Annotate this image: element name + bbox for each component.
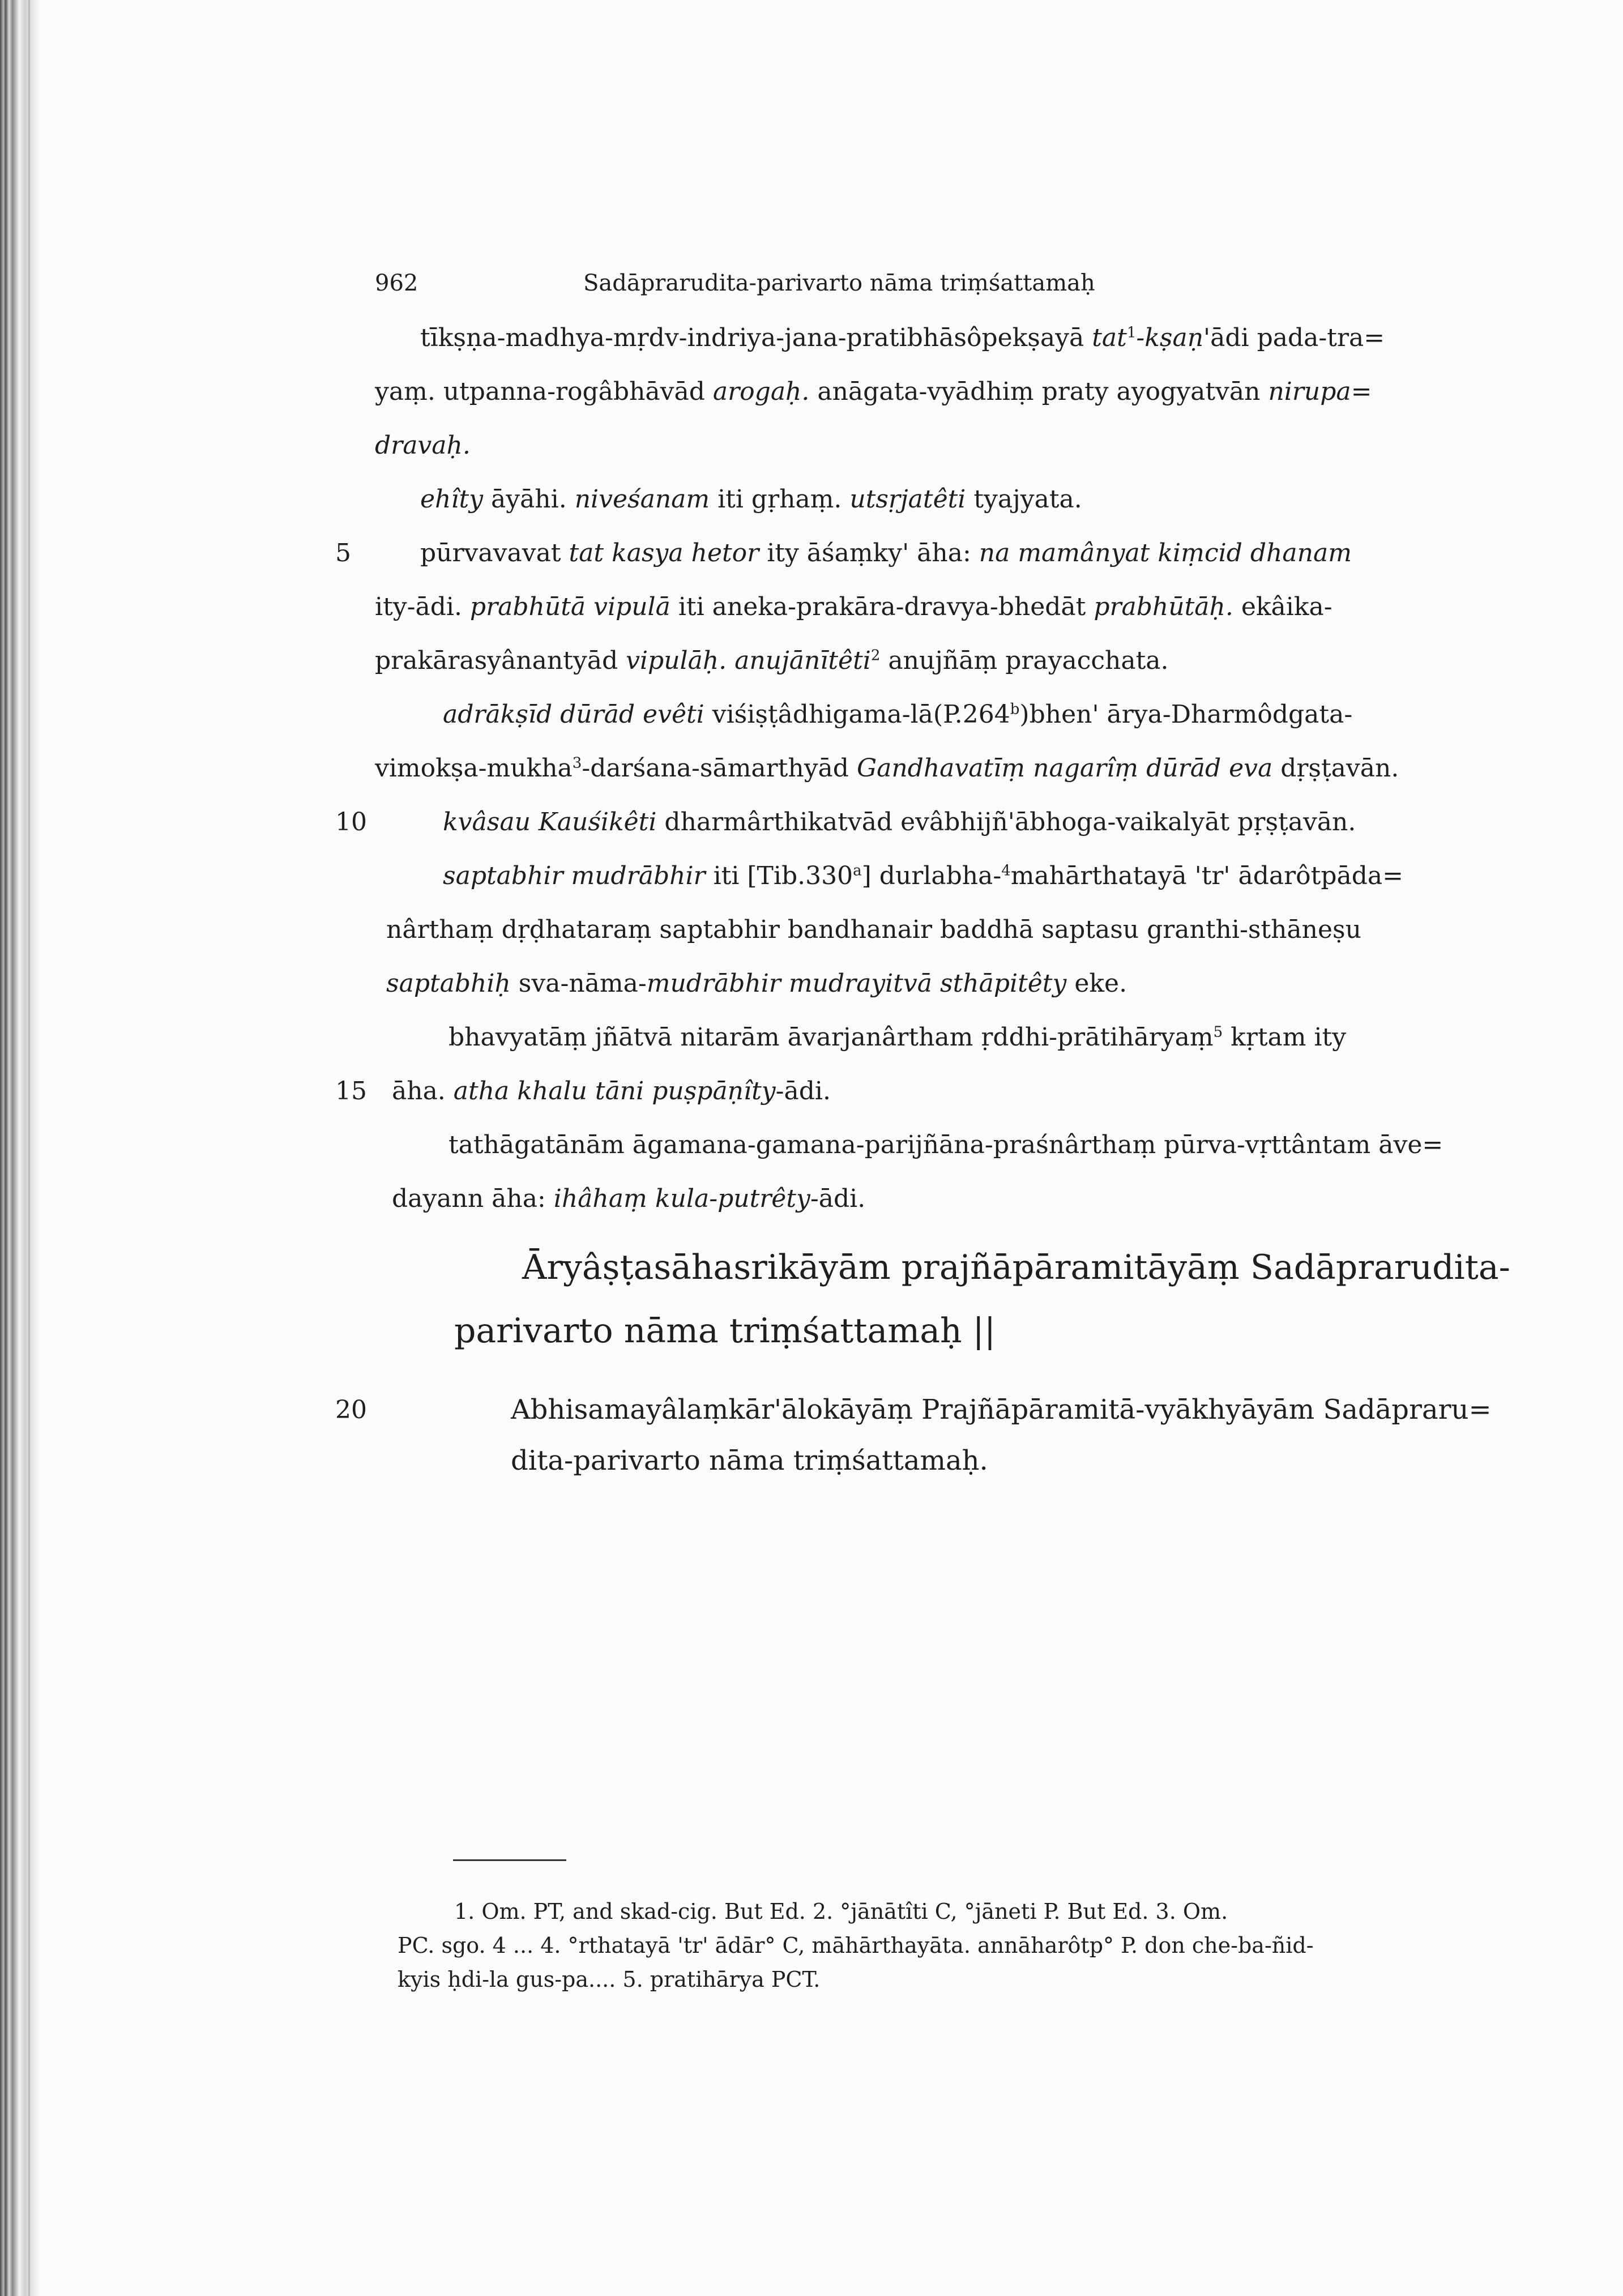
text-line-9: vimokṣa-mukha$^3$-darśana-sāmarthyād Gandhavatīṃ nagarîṃ dūrād eva dṛṣṭavān. (375, 754, 1399, 783)
text-line-14: bhavyatāṃ jñātvā nitarām āvarjanârtham ṛddhi-prātihāryaṃ$^5$ kṛtam ity (449, 1023, 1347, 1052)
running-title: Sadāprarudita-parivarto nāma triṃśattamaḥ (583, 270, 1095, 296)
line-number-10: 10 (335, 808, 367, 837)
text-line-6: ity-ādi. prabhūtā vipulā iti aneka-prakāra-dravya-bhedāt prabhūtāḥ. ekâika- (375, 592, 1332, 621)
footnote-line-3: kyis ḥdi-la gus-pa.... 5. pratihārya PCT. (398, 1967, 821, 1992)
text-line-17: dayann āha: ihâhaṃ kula-putrêty-ādi. (392, 1184, 866, 1213)
footnote-line-2: PC. sgo. 4 ... 4. °rthatayā 'tr' ādār° C, māhārthayāta. annāharôtp° P. don che-ba-ñid- (398, 1933, 1314, 1958)
text-line-7: prakārasyânantyād vipulāḥ. anujānītêti$^2$ anujñāṃ prayacchata. (375, 646, 1169, 675)
colophon-line-3: Abhisamayâlaṃkār'ālokāyāṃ Prajñāpāramitā-vyākhyāyām Sadāpraru= (511, 1394, 1492, 1426)
page-number: 962 (375, 270, 418, 296)
text-line-11: saptabhir mudrābhir iti [Tib.330$^a$] durlabha-$^4$mahārthatayā 'tr' ādarôtpāda= (443, 861, 1403, 890)
footnote-line-1: 1. Om. PT, and skad-cig. But Ed. 2. °jānātîti C, °jāneti P. But Ed. 3. Om. (454, 1899, 1228, 1924)
line-number-5: 5 (335, 539, 351, 567)
text-line-5: pūrvavavat tat kasya hetor ity āśaṃky' āha: na mamânyat kiṃcid dhanam (420, 539, 1352, 567)
colophon-line-4: dita-parivarto nāma triṃśattamaḥ. (511, 1445, 988, 1476)
line-number-15: 15 (335, 1077, 367, 1106)
line-number-20: 20 (335, 1395, 367, 1424)
text-line-12: nârthaṃ dṛḍhataraṃ saptabhir bandhanair baddhā saptasu granthi-sthāneṣu (386, 915, 1361, 944)
text-line-4: ehîty āyāhi. niveśanam iti gṛhaṃ. utsṛjatêti tyajyata. (420, 485, 1082, 514)
text-line-10: kvâsau Kauśikêti dharmârthikatvād evâbhijñ'ābhoga-vaikalyāt pṛṣṭavān. (443, 808, 1356, 837)
text-line-13: saptabhiḥ sva-nāma-mudrābhir mudrayitvā sthāpitêty eke. (386, 969, 1127, 998)
text-line-15: āha. atha khalu tāni puṣpāṇîty-ādi. (392, 1077, 831, 1106)
colophon-line-2: parivarto nāma triṃśattamaḥ || (454, 1311, 996, 1351)
book-binding-edge (0, 0, 40, 2296)
binding-line (28, 0, 30, 2296)
colophon-line-1: Āryâṣṭasāhasrikāyām prajñāpāramitāyāṃ Sadāprarudita- (522, 1248, 1510, 1287)
text-line-2: yaṃ. utpanna-rogâbhāvād arogaḥ. anāgata-vyādhiṃ praty ayogyatvān nirupa= (375, 377, 1372, 406)
text-line-3: dravaḥ. (375, 431, 471, 460)
text-line-16: tathāgatānām āgamana-gamana-parijñāna-praśnârthaṃ pūrva-vṛttântam āve= (449, 1130, 1443, 1159)
text-line-1: tīkṣṇa-madhya-mṛdv-indriya-jana-pratibhāsôpekṣayā tat$^1$-kṣaṇ'ādi pada-tra= (420, 323, 1385, 352)
text-line-8: adrākṣīd dūrād evêti viśiṣṭâdhigama-lā(P.264$^b$)bhen' ārya-Dharmôdgata- (443, 700, 1353, 729)
footnote-rule (453, 1859, 566, 1861)
